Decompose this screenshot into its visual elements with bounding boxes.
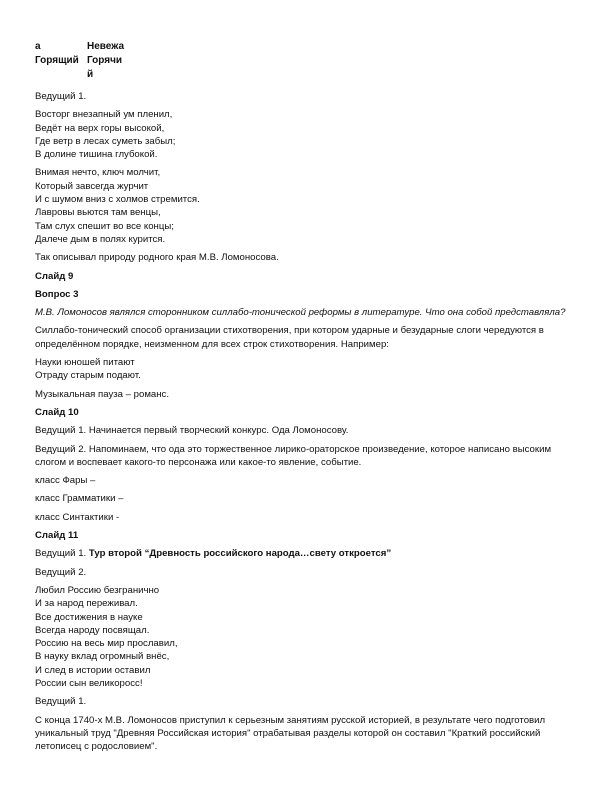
paragraph: Ведущий 2. Напоминаем, что ода это торжественное лирико-ораторское произведение, которое написано высоким слогом и воспевает какого-то персонажа или какое-то явление, событие. [35, 443, 552, 468]
paragraph: Ведущий 1. Начинается первый творческий конкурс. Ода Ломоносову. [35, 425, 349, 437]
paragraph: класс Грамматики – [35, 493, 124, 505]
paragraph: С конца 1740-х М.В. Ломоносов приступил к серьезным занятиям русской историей, в результате чего подготовил уникальный труд "Древняя Российская история" отрабатывая разделы которой он составил "Краткий российский летописец с родословием". [35, 714, 546, 753]
poem-line: Любил Россию безгранично [35, 584, 160, 596]
table-column-1 [35, 40, 87, 68]
table-cell: й [87, 69, 94, 80]
section-heading: Вопрос 3 [35, 288, 79, 300]
poem-stanza [35, 166, 580, 246]
poem-line: Науки юношей питают [35, 357, 135, 369]
poem-line: Ведёт на верх горы высокой, [35, 122, 165, 134]
poem-line: Внимая нечто, ключ молчит, [35, 167, 161, 179]
word-table [35, 40, 580, 90]
poem-line: Россию на весь мир прославил, [35, 638, 178, 650]
poem-line: Где ветр в лесах суметь забыл; [35, 135, 176, 147]
poem-line: Восторг внезапный ум пленил, [35, 109, 173, 121]
poem-line: И с шумом вниз с холмов стремится. [35, 194, 200, 206]
poem-line: Там слух спешит во все концы; [35, 220, 174, 232]
poem-line: Далече дым в полях курится. [35, 233, 166, 245]
paragraph: Так описывал природу родного края М.В. Ломоносова. [35, 252, 279, 264]
document-body [35, 90, 580, 753]
section-heading: Слайд 11 [35, 530, 79, 542]
poem-line: Лавровы вьются там венцы, [35, 207, 161, 219]
poem-line: И след в истории оставил [35, 664, 151, 676]
section-heading: Слайд 10 [35, 406, 79, 418]
table-cell: Невежа [87, 41, 125, 52]
poem-line: Который завсегда журчит [35, 180, 149, 192]
paragraph: Силлабо-тонический способ организации стихотворения, при котором ударные и безударные слоги чередуются в определённом порядке, неизменном для всех строк стихотворения. Например: [35, 325, 544, 350]
paragraph: класс Фары – [35, 475, 96, 487]
document-content [35, 40, 580, 758]
poem-line: В долине тишина глубокой. [35, 149, 158, 161]
section-heading: Слайд 9 [35, 270, 74, 282]
paragraph [35, 547, 580, 560]
table-cell: Горящий [35, 55, 79, 66]
poem-line: И за народ переживал. [35, 598, 138, 610]
paragraph: Ведущий 2. [35, 566, 87, 578]
poem-stanza [35, 108, 580, 161]
poem-line: Всегда народу посвящал. [35, 624, 150, 636]
table-column-2 [87, 40, 137, 82]
poem-line: Все достижения в науке [35, 611, 143, 623]
poem-stanza [35, 584, 580, 690]
poem-stanza [35, 356, 580, 383]
paragraph: Ведущий 1. [35, 696, 87, 708]
question-text: М.В. Ломоносов являлся сторонником силлабо-тонической реформы в литературе. Что она собой представляла? [35, 307, 566, 319]
poem-line: В науку вклад огромный внёс, [35, 651, 170, 663]
table-cell: а [35, 41, 41, 52]
poem-line: России сын великоросс! [35, 677, 143, 689]
speaker-label: Ведущий 1. [35, 548, 89, 560]
paragraph: Ведущий 1. [35, 91, 87, 102]
paragraph: класс Синтактики - [35, 511, 120, 523]
paragraph: Музыкальная пауза – романс. [35, 388, 170, 400]
table-cell: Горячи [87, 55, 123, 66]
round-title: Тур второй “Древность российского народа…свету откроется” [88, 548, 392, 560]
poem-line: Отраду старым подают. [35, 370, 141, 382]
